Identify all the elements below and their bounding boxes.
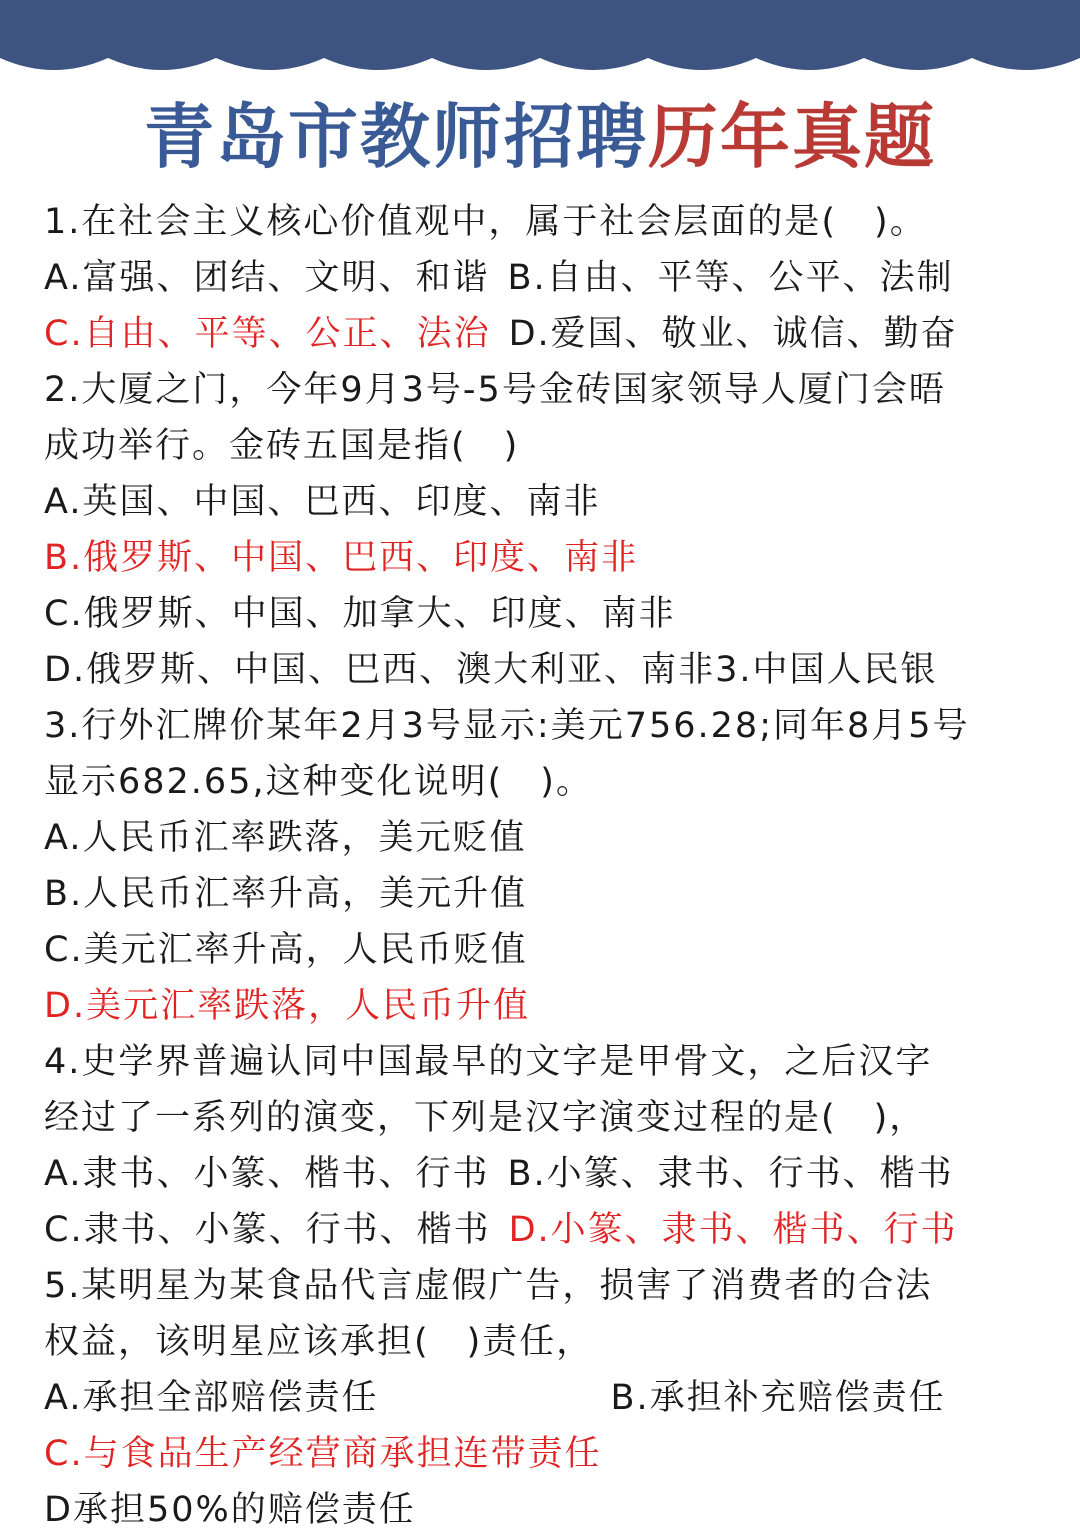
option-d: D.爱国、敬业、诚信、勤奋 — [508, 314, 958, 354]
question-3-option-b: B.人民币汇率升高，美元升值 — [44, 874, 528, 914]
question-5-stem-cont: 权益，该明星应该承担( )责任， — [44, 1322, 594, 1362]
question-1-stem: 1.在社会主义核心价值观中，属于社会层面的是( )。 — [44, 202, 927, 242]
question-5-option-d: D承担50%的赔偿责任 — [44, 1490, 416, 1530]
question-3-option-c: C.美元汇率升高，人民币贬值 — [44, 930, 528, 970]
question-3-option-a: A.人民币汇率跌落，美元贬值 — [44, 818, 527, 858]
question-2-option-d: D.俄罗斯、中国、巴西、澳大利亚、南非3.中国人民银 — [44, 650, 938, 690]
question-5-stem: 5.某明星为某食品代言虚假广告，损害了消费者的合法 — [44, 1266, 933, 1306]
question-3-stem-cont: 显示682.65,这种变化说明( )。 — [44, 762, 593, 802]
correct-answer: C.自由、平等、公正、法治 — [44, 314, 491, 354]
question-4-options-ab — [44, 1146, 1044, 1202]
option-a: A.承担全部赔偿责任 — [44, 1378, 379, 1418]
option-b: B.自由、平等、公平、法制 — [507, 258, 954, 298]
option-a: A.富强、团结、文明、和谐 — [44, 258, 490, 298]
question-1-options-ab — [44, 250, 1044, 306]
title-primary: 青岛市教师招聘 — [144, 95, 648, 178]
page-title — [0, 92, 1080, 182]
option-a: A.隶书、小篆、楷书、行书 — [44, 1154, 490, 1194]
question-4-options-cd — [44, 1202, 1044, 1258]
question-4-stem-cont: 经过了一系列的演变，下列是汉字演变过程的是( )， — [44, 1098, 927, 1138]
correct-answer: B.俄罗斯、中国、巴西、印度、南非 — [44, 538, 639, 578]
question-2-stem: 2.大厦之门，今年9月3号-5号金砖国家领导人厦门会晤 — [44, 370, 946, 410]
option-c: C.隶书、小篆、行书、楷书 — [44, 1210, 491, 1250]
question-2-option-a: A.英国、中国、巴西、印度、南非 — [44, 482, 601, 522]
correct-answer: D.小篆、隶书、楷书、行书 — [508, 1210, 958, 1250]
question-list — [44, 194, 1044, 1538]
title-accent: 历年真题 — [648, 95, 936, 178]
correct-answer: C.与食品生产经营商承担连带责任 — [44, 1434, 602, 1474]
question-1-options-cd — [44, 306, 1044, 362]
question-3-stem: 3.行外汇牌价某年2月3号显示:美元756.28;同年8月5号 — [44, 706, 970, 746]
wavy-banner — [0, 0, 1080, 80]
option-b: B.小篆、隶书、行书、楷书 — [507, 1154, 954, 1194]
question-4-stem: 4.史学界普遍认同中国最早的文字是甲骨文，之后汉字 — [44, 1042, 933, 1082]
banner-wave-shape — [0, 0, 1080, 70]
question-2-stem-cont: 成功举行。金砖五国是指( ) — [44, 426, 520, 466]
option-b: B.承担补充赔偿责任 — [610, 1378, 946, 1418]
question-5-options-ab — [44, 1370, 1044, 1426]
question-2-option-c: C.俄罗斯、中国、加拿大、印度、南非 — [44, 594, 676, 634]
correct-answer: D.美元汇率跌落，人民币升值 — [44, 986, 531, 1026]
